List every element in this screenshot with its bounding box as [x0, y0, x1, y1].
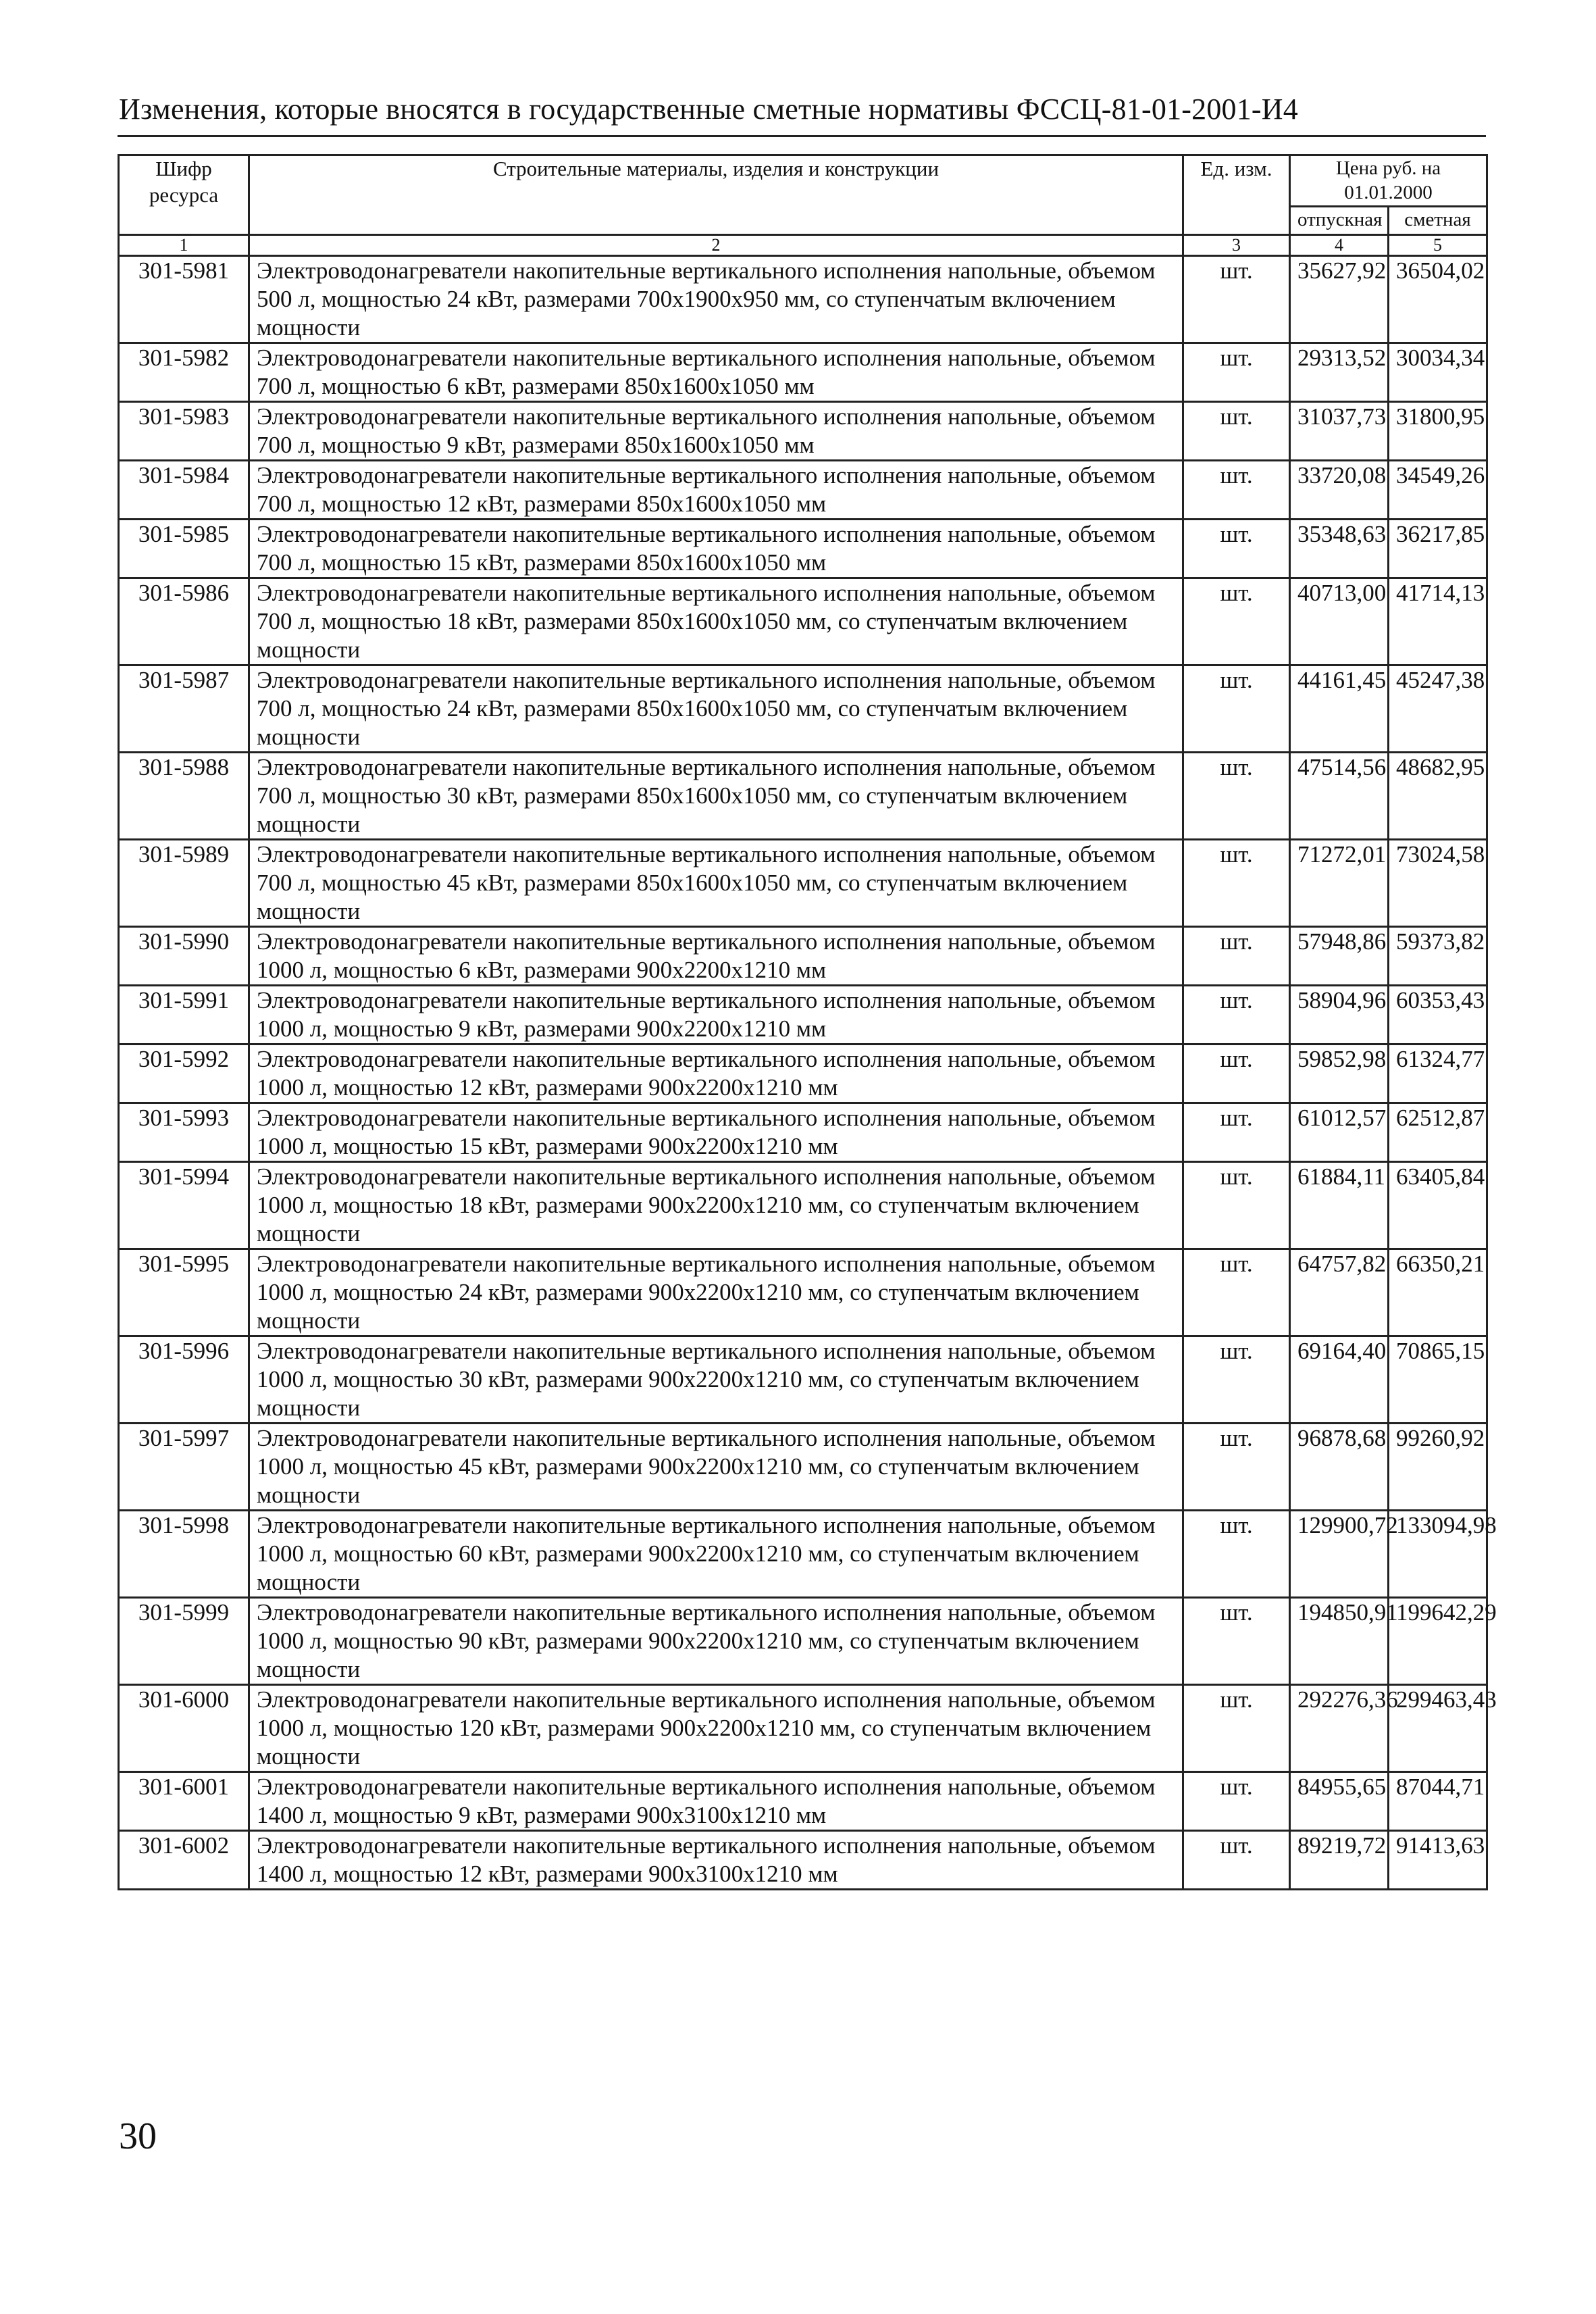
- table-row: [119, 519, 1487, 578]
- cell-estimate: 73024,58: [1389, 839, 1487, 926]
- table-body: [119, 255, 1497, 1889]
- column-number: 3: [1183, 234, 1290, 255]
- table-row: [119, 752, 1487, 839]
- cell-unit: шт.: [1183, 1684, 1290, 1771]
- column-header-estimate: сметная: [1389, 206, 1487, 234]
- column-header-price-group: Цена руб. на 01.01.2000: [1290, 155, 1487, 207]
- column-number: 2: [249, 234, 1183, 255]
- cell-estimate: 133094,98: [1389, 1510, 1487, 1597]
- cell-name: Электроводонагреватели накопительные вертикального исполнения напольные, объемом 700 л, мощностью 6 кВт, размерами 850x1600x1050 мм: [249, 343, 1183, 401]
- cell-release: 61012,57: [1290, 1103, 1389, 1161]
- cell-release: 29313,52: [1290, 343, 1389, 401]
- cell-name: Электроводонагреватели накопительные вертикального исполнения напольные, объемом 1400 л, мощностью 9 кВт, размерами 900x3100x1210 мм: [249, 1771, 1183, 1830]
- cell-unit: шт.: [1183, 1103, 1290, 1161]
- table-row: [119, 460, 1487, 519]
- cell-estimate: 41714,13: [1389, 578, 1487, 665]
- table-row: [119, 1771, 1487, 1830]
- table-row: [119, 1103, 1487, 1161]
- cell-code: 301-6000: [119, 1684, 249, 1771]
- cell-estimate: 62512,87: [1389, 1103, 1487, 1161]
- table-row: [119, 1597, 1487, 1684]
- cell-name: Электроводонагреватели накопительные вертикального исполнения напольные, объемом 700 л, мощностью 18 кВт, размерами 850x1600x1050 мм, со ступенчатым включением мощности: [249, 578, 1183, 665]
- cell-code: 301-5988: [119, 752, 249, 839]
- cell-name: Электроводонагреватели накопительные вертикального исполнения напольные, объемом 1000 л, мощностью 30 кВт, размерами 900x2200x1210 мм, со ступенчатым включением мощности: [249, 1336, 1183, 1423]
- cell-code: 301-5982: [119, 343, 249, 401]
- cell-release: 129900,72: [1290, 1510, 1389, 1597]
- column-number: 1: [119, 234, 249, 255]
- cell-estimate: 30034,34: [1389, 343, 1487, 401]
- cell-code: 301-5995: [119, 1249, 249, 1336]
- cell-unit: шт.: [1183, 255, 1290, 343]
- cell-release: 84955,65: [1290, 1771, 1389, 1830]
- cell-name: Электроводонагреватели накопительные вертикального исполнения напольные, объемом 1000 л, мощностью 12 кВт, размерами 900x2200x1210 мм: [249, 1044, 1183, 1103]
- cell-estimate: 199642,29: [1389, 1597, 1487, 1684]
- cell-unit: шт.: [1183, 985, 1290, 1044]
- cell-code: 301-6002: [119, 1830, 249, 1889]
- cell-code: 301-5997: [119, 1423, 249, 1510]
- cell-name: Электроводонагреватели накопительные вертикального исполнения напольные, объемом 1000 л, мощностью 6 кВт, размерами 900x2200x1210 мм: [249, 926, 1183, 985]
- cell-estimate: 70865,15: [1389, 1336, 1487, 1423]
- cell-name: Электроводонагреватели накопительные вертикального исполнения напольные, объемом 700 л, мощностью 12 кВт, размерами 850x1600x1050 мм: [249, 460, 1183, 519]
- table-row: [119, 1423, 1487, 1510]
- cell-unit: шт.: [1183, 1510, 1290, 1597]
- table-header: [119, 155, 1487, 256]
- cell-estimate: 60353,43: [1389, 985, 1487, 1044]
- cell-estimate: 31800,95: [1389, 401, 1487, 460]
- cell-name: Электроводонагреватели накопительные вертикального исполнения напольные, объемом 700 л, мощностью 45 кВт, размерами 850x1600x1050 мм, со ступенчатым включением мощности: [249, 839, 1183, 926]
- table-row: [119, 401, 1487, 460]
- cell-unit: шт.: [1183, 1336, 1290, 1423]
- cell-release: 58904,96: [1290, 985, 1389, 1044]
- column-number: 4: [1290, 234, 1389, 255]
- cell-estimate: 36217,85: [1389, 519, 1487, 578]
- cell-code: 301-5996: [119, 1336, 249, 1423]
- cell-name: Электроводонагреватели накопительные вертикального исполнения напольные, объемом 1000 л, мощностью 15 кВт, размерами 900x2200x1210 мм: [249, 1103, 1183, 1161]
- cell-release: 40713,00: [1290, 578, 1389, 665]
- page-title: Изменения, которые вносятся в государственные сметные нормативы ФССЦ-81-01-2001-И4: [119, 93, 1298, 126]
- column-header-unit: Ед. изм.: [1183, 155, 1290, 235]
- cell-code: 301-5981: [119, 255, 249, 343]
- cell-name: Электроводонагреватели накопительные вертикального исполнения напольные, объемом 700 л, мощностью 24 кВт, размерами 850x1600x1050 мм, со ступенчатым включением мощности: [249, 665, 1183, 752]
- cell-release: 35348,63: [1290, 519, 1389, 578]
- table-row: [119, 1510, 1487, 1597]
- cell-name: Электроводонагреватели накопительные вертикального исполнения напольные, объемом 500 л, мощностью 24 кВт, размерами 700x1900x950 мм, со ступенчатым включением мощности: [249, 255, 1183, 343]
- cell-code: 301-5994: [119, 1161, 249, 1249]
- cell-unit: шт.: [1183, 1161, 1290, 1249]
- cell-release: 31037,73: [1290, 401, 1389, 460]
- cell-name: Электроводонагреватели накопительные вертикального исполнения напольные, объемом 1000 л, мощностью 60 кВт, размерами 900x2200x1210 мм, со ступенчатым включением мощности: [249, 1510, 1183, 1597]
- table-row: [119, 1044, 1487, 1103]
- table-row: [119, 665, 1487, 752]
- cell-unit: шт.: [1183, 1830, 1290, 1889]
- cell-unit: шт.: [1183, 401, 1290, 460]
- cell-code: 301-6001: [119, 1771, 249, 1830]
- cell-unit: шт.: [1183, 1771, 1290, 1830]
- cell-code: 301-5987: [119, 665, 249, 752]
- cell-unit: шт.: [1183, 343, 1290, 401]
- column-header-name: Строительные материалы, изделия и конструкции: [249, 155, 1183, 235]
- table-row: [119, 1161, 1487, 1249]
- cell-name: Электроводонагреватели накопительные вертикального исполнения напольные, объемом 700 л, мощностью 15 кВт, размерами 850x1600x1050 мм: [249, 519, 1183, 578]
- cell-release: 96878,68: [1290, 1423, 1389, 1510]
- cell-code: 301-5991: [119, 985, 249, 1044]
- cell-unit: шт.: [1183, 578, 1290, 665]
- cell-estimate: 87044,71: [1389, 1771, 1487, 1830]
- cell-name: Электроводонагреватели накопительные вертикального исполнения напольные, объемом 1000 л, мощностью 90 кВт, размерами 900x2200x1210 мм, со ступенчатым включением мощности: [249, 1597, 1183, 1684]
- cell-name: Электроводонагреватели накопительные вертикального исполнения напольные, объемом 1000 л, мощностью 24 кВт, размерами 900x2200x1210 мм, со ступенчатым включением мощности: [249, 1249, 1183, 1336]
- table-row: [119, 839, 1487, 926]
- cell-estimate: 61324,77: [1389, 1044, 1487, 1103]
- table-row: [119, 1830, 1487, 1889]
- cell-name: Электроводонагреватели накопительные вертикального исполнения напольные, объемом 1000 л, мощностью 120 кВт, размерами 900x2200x1210 мм, со ступенчатым включением мощности: [249, 1684, 1183, 1771]
- cell-code: 301-5999: [119, 1597, 249, 1684]
- cell-unit: шт.: [1183, 926, 1290, 985]
- cell-name: Электроводонагреватели накопительные вертикального исполнения напольные, объемом 700 л, мощностью 30 кВт, размерами 850x1600x1050 мм, со ступенчатым включением мощности: [249, 752, 1183, 839]
- cell-release: 47514,56: [1290, 752, 1389, 839]
- cell-unit: шт.: [1183, 839, 1290, 926]
- cell-estimate: 91413,63: [1389, 1830, 1487, 1889]
- cell-code: 301-5984: [119, 460, 249, 519]
- cell-release: 292276,36: [1290, 1684, 1389, 1771]
- column-numbers-row: [119, 234, 1487, 255]
- cell-unit: шт.: [1183, 1423, 1290, 1510]
- table-row: [119, 343, 1487, 401]
- cell-unit: шт.: [1183, 665, 1290, 752]
- cell-name: Электроводонагреватели накопительные вертикального исполнения напольные, объемом 1000 л, мощностью 9 кВт, размерами 900x2200x1210 мм: [249, 985, 1183, 1044]
- cell-unit: шт.: [1183, 1044, 1290, 1103]
- cell-name: Электроводонагреватели накопительные вертикального исполнения напольные, объемом 1400 л, мощностью 12 кВт, размерами 900x3100x1210 мм: [249, 1830, 1183, 1889]
- cell-code: 301-5989: [119, 839, 249, 926]
- table-row: [119, 1336, 1487, 1423]
- cell-name: Электроводонагреватели накопительные вертикального исполнения напольные, объемом 1000 л, мощностью 45 кВт, размерами 900x2200x1210 мм, со ступенчатым включением мощности: [249, 1423, 1183, 1510]
- cell-release: 69164,40: [1290, 1336, 1389, 1423]
- cell-release: 44161,45: [1290, 665, 1389, 752]
- cell-release: 71272,01: [1290, 839, 1389, 926]
- cell-unit: шт.: [1183, 519, 1290, 578]
- cell-estimate: 59373,82: [1389, 926, 1487, 985]
- column-header-code: Шифр ресурса: [119, 155, 249, 235]
- table-row: [119, 1249, 1487, 1336]
- cell-estimate: 99260,92: [1389, 1423, 1487, 1510]
- table-row: [119, 578, 1487, 665]
- cell-release: 59852,98: [1290, 1044, 1389, 1103]
- cell-estimate: 45247,38: [1389, 665, 1487, 752]
- cell-unit: шт.: [1183, 752, 1290, 839]
- cell-release: 61884,11: [1290, 1161, 1389, 1249]
- cell-code: 301-5993: [119, 1103, 249, 1161]
- cell-release: 64757,82: [1290, 1249, 1389, 1336]
- cell-estimate: 299463,43: [1389, 1684, 1487, 1771]
- cell-release: 33720,08: [1290, 460, 1389, 519]
- cell-code: 301-5998: [119, 1510, 249, 1597]
- cell-release: 194850,91: [1290, 1597, 1389, 1684]
- cell-unit: шт.: [1183, 460, 1290, 519]
- cell-code: 301-5985: [119, 519, 249, 578]
- header-divider: [118, 135, 1486, 137]
- cell-estimate: 63405,84: [1389, 1161, 1487, 1249]
- cell-estimate: 34549,26: [1389, 460, 1487, 519]
- column-header-release: отпускная: [1290, 206, 1389, 234]
- cell-estimate: 36504,02: [1389, 255, 1487, 343]
- cell-release: 57948,86: [1290, 926, 1389, 985]
- cell-name: Электроводонагреватели накопительные вертикального исполнения напольные, объемом 700 л, мощностью 9 кВт, размерами 850x1600x1050 мм: [249, 401, 1183, 460]
- table-row: [119, 255, 1487, 343]
- page-number: 30: [119, 2115, 157, 2157]
- cell-code: 301-5992: [119, 1044, 249, 1103]
- table-row: [119, 926, 1487, 985]
- table-row: [119, 1684, 1487, 1771]
- cell-release: 89219,72: [1290, 1830, 1389, 1889]
- cell-release: 35627,92: [1290, 255, 1389, 343]
- cell-name: Электроводонагреватели накопительные вертикального исполнения напольные, объемом 1000 л, мощностью 18 кВт, размерами 900x2200x1210 мм, со ступенчатым включением мощности: [249, 1161, 1183, 1249]
- price-table: [118, 154, 1497, 1890]
- cell-unit: шт.: [1183, 1597, 1290, 1684]
- cell-code: 301-5983: [119, 401, 249, 460]
- cell-unit: шт.: [1183, 1249, 1290, 1336]
- cell-estimate: 48682,95: [1389, 752, 1487, 839]
- cell-code: 301-5990: [119, 926, 249, 985]
- column-number: 5: [1389, 234, 1487, 255]
- cell-code: 301-5986: [119, 578, 249, 665]
- cell-estimate: 66350,21: [1389, 1249, 1487, 1336]
- table-row: [119, 985, 1487, 1044]
